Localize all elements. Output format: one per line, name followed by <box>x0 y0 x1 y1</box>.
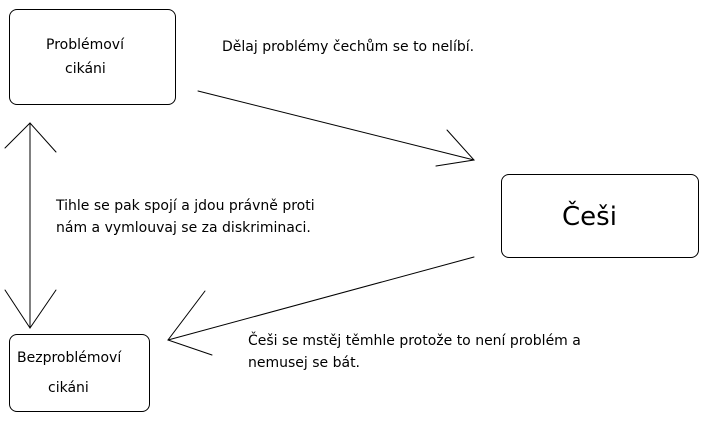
node-problemovi-cikani <box>9 9 176 105</box>
node-bezproblemovi-cikani <box>9 334 150 412</box>
annotation-top <box>222 36 474 58</box>
node-cesi <box>501 174 699 258</box>
annotation-top-text: Dělaj problémy čechům se to nelíbí. <box>222 39 475 55</box>
annotation-left-line2: nám a vymlouvaj se za diskriminaci. <box>56 220 311 236</box>
node-cesi-label: Češi <box>562 202 617 232</box>
arrow-bidirectional-vertical <box>5 123 56 328</box>
annotation-bottom-line1: Češi se mstěj těmhle protože to není problém a <box>248 333 581 349</box>
node-problemovi-line2: cikáni <box>65 61 106 77</box>
annotation-bottom-line2: nemusej se bát. <box>248 355 361 371</box>
annotation-left-line1: Tihle se pak spojí a jdou právně proti <box>56 198 315 214</box>
node-problemovi-line1: Problémoví <box>46 37 124 53</box>
annotation-bottom <box>248 330 581 374</box>
annotation-left <box>56 195 315 239</box>
node-bezproblemovi-line2: cikáni <box>48 380 89 396</box>
node-bezproblemovi-line1: Bezproblémoví <box>17 350 122 366</box>
arrow-top-to-cesi <box>198 91 474 166</box>
